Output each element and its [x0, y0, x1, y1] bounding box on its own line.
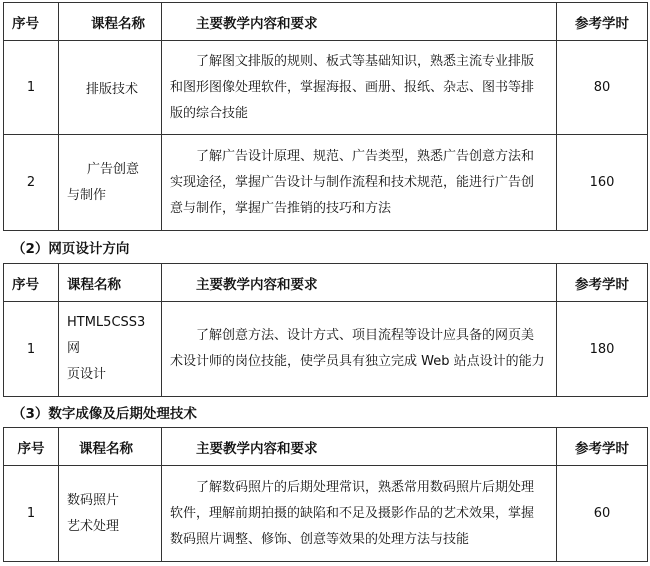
table-header-row [4, 264, 648, 302]
row-content-text: 了解数码照片的后期处理常识，熟悉常用数码照片后期处理软件，理解前期拍摄的缺陷和不足及摄影作品的艺术效果，掌握数码照片调整、修饰、创意等效果的处理方法与技能 [170, 479, 535, 547]
row-no: 1 [4, 41, 59, 135]
header-course-name: 课程名称 [59, 428, 162, 466]
header-no: 序号 [4, 428, 59, 466]
table-row [4, 466, 648, 562]
header-no: 序号 [4, 3, 59, 41]
course-name-line1: HTML5CSS3 网 [67, 315, 146, 356]
header-hours: 参考学时 [557, 3, 648, 41]
row-hours: 160 [557, 135, 648, 231]
table-row [4, 302, 648, 397]
course-table-3 [3, 427, 648, 562]
row-content-text: 了解图文排版的规则、板式等基础知识，熟悉主流专业排版和图形图像处理软件，掌握海报、画册、报纸、杂志、图书等排版的综合技能 [170, 53, 535, 121]
header-content: 主要教学内容和要求 [162, 3, 557, 41]
row-content-text: 了解广告设计原理、规范、广告类型，熟悉广告创意方法和实现途径，掌握广告设计与制作流程和技术规范，能进行广告创意与制作，掌握广告推销的技巧和方法 [170, 148, 535, 216]
section-title-web-design: （2）网页设计方向 [12, 241, 130, 257]
course-name-line1: 数码照片 [67, 492, 120, 508]
table-header-row [4, 428, 648, 466]
course-name-line1: 广告创意 [87, 161, 140, 177]
header-course-name: 课程名称 [59, 264, 162, 302]
row-content [162, 302, 557, 397]
header-hours: 参考学时 [557, 428, 648, 466]
header-hours: 参考学时 [557, 264, 648, 302]
header-course-name: 课程名称 [59, 3, 162, 41]
row-content [162, 466, 557, 562]
table-row [4, 41, 648, 135]
course-name-line2: 与制作 [67, 187, 107, 203]
section-title-digital-imaging: （3）数字成像及后期处理技术 [12, 406, 197, 422]
row-content-text: 了解创意方法、设计方式、项目流程等设计应具备的网页美术设计师的岗位技能，使学员具有独立完成 Web 站点设计的能力 [170, 328, 545, 369]
row-course-name: 排版技术 [59, 41, 162, 135]
row-hours: 180 [557, 302, 648, 397]
header-no: 序号 [4, 264, 59, 302]
row-hours: 80 [557, 41, 648, 135]
row-hours: 60 [557, 466, 648, 562]
row-course-name [59, 302, 162, 397]
row-no: 1 [4, 466, 59, 562]
header-content: 主要教学内容和要求 [162, 428, 557, 466]
course-name-line2: 页设计 [67, 367, 107, 382]
table-row [4, 135, 648, 231]
row-course-name [59, 466, 162, 562]
row-no: 1 [4, 302, 59, 397]
row-content [162, 41, 557, 135]
course-table-1 [3, 2, 648, 231]
course-name-line2: 艺术处理 [67, 518, 120, 534]
table-header-row [4, 3, 648, 41]
row-course-name [59, 135, 162, 231]
row-content [162, 135, 557, 231]
row-no: 2 [4, 135, 59, 231]
header-content: 主要教学内容和要求 [162, 264, 557, 302]
course-table-2 [3, 263, 648, 397]
